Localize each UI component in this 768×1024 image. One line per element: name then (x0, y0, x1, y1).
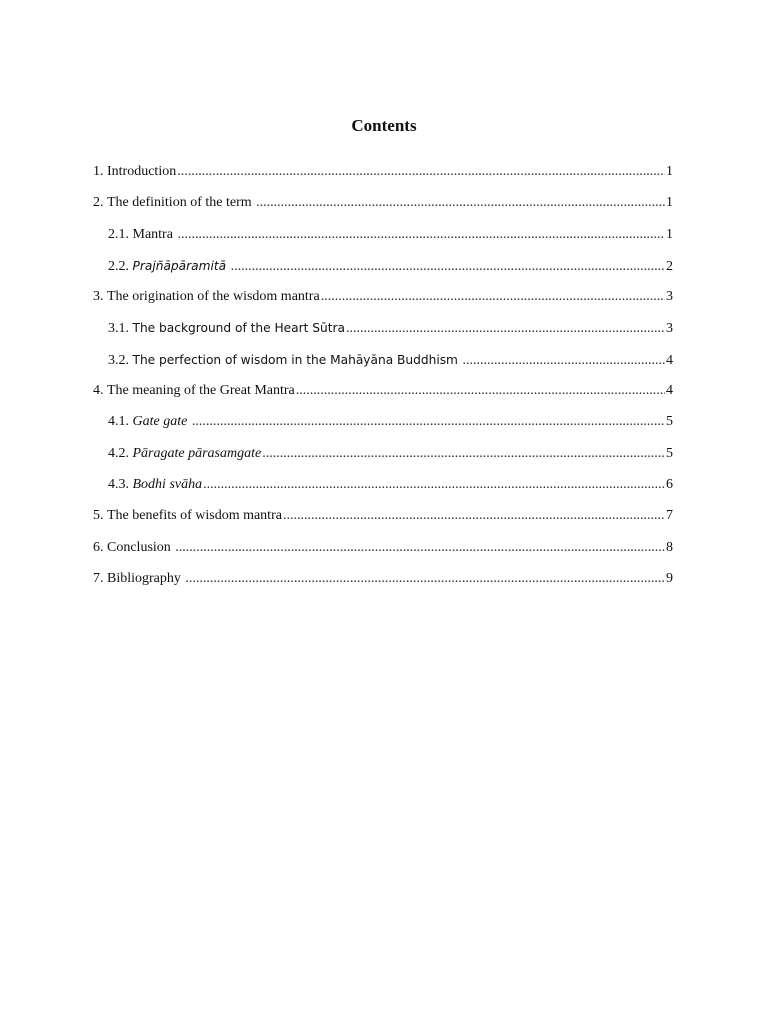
page-title: Contents (351, 116, 417, 135)
toc-entry-label: The meaning of the Great Mantra (107, 383, 295, 399)
toc-entry-number: 4. (93, 383, 104, 399)
toc-entry-number: 2. (93, 195, 104, 211)
toc-entry-number: 5. (93, 508, 104, 524)
dot-leader (175, 538, 665, 558)
toc-entry-origination[interactable] (93, 287, 673, 318)
toc-entry-page: 2 (666, 258, 673, 274)
toc-entry-number: 2.1. (108, 226, 129, 242)
toc-entry-number: 3. (93, 289, 104, 305)
toc-entry-heart-sutra-background[interactable] (93, 318, 673, 349)
dot-leader (177, 225, 665, 245)
toc-entry-mantra[interactable] (93, 225, 673, 256)
toc-entry-label: The perfection of wisdom in the Mahāyāna Buddhism (132, 352, 458, 367)
toc-entry-label: Introduction (107, 164, 177, 179)
toc-entry-number: 7. (93, 570, 104, 586)
toc-entry-number: 1. (93, 164, 104, 179)
toc-entry-label: Pāragate pārasamgate (132, 445, 262, 461)
toc-entry-page: 8 (666, 539, 673, 555)
dot-leader (256, 193, 665, 213)
toc-entry-paragate[interactable] (93, 444, 673, 475)
dot-leader (262, 444, 665, 464)
toc-entry-definition[interactable] (93, 193, 673, 224)
toc-entry-page: 1 (666, 164, 673, 179)
toc-entry-page: 6 (666, 476, 673, 492)
toc-entry-page: 5 (666, 445, 673, 461)
toc-entry-number: 4.3. (108, 476, 129, 492)
toc-entry-label: The background of the Heart Sūtra (132, 321, 346, 336)
toc-entry-page: 7 (666, 508, 673, 524)
toc-entry-label: Gate gate (132, 414, 188, 430)
toc-entry-page: 1 (666, 226, 673, 242)
toc-entry-number: 3.2. (108, 352, 129, 368)
toc-entry-label: Bodhi svāha (132, 476, 203, 492)
toc-entry-label: Bibliography (107, 570, 181, 586)
toc-entry-label: The origination of the wisdom mantra (107, 289, 320, 305)
dot-leader (185, 569, 665, 589)
dot-leader (192, 412, 665, 432)
toc-entry-page: 4 (666, 383, 673, 399)
toc-entry-page: 9 (666, 570, 673, 586)
toc-entry-bodhi-svaha[interactable] (93, 475, 673, 506)
dot-leader (177, 162, 665, 182)
toc-entry-number: 2.2. (108, 258, 129, 274)
toc-entry-number: 3.1. (108, 321, 129, 337)
toc-entry-perfection-of-wisdom[interactable] (93, 350, 673, 381)
toc-entry-number: 4.2. (108, 445, 129, 461)
dot-leader (296, 381, 665, 401)
toc-entry-page: 3 (666, 289, 673, 305)
toc-entry-number: 6. (93, 539, 104, 555)
toc-entry-benefits[interactable] (93, 506, 673, 537)
toc-entry-prajnaparamita[interactable] (93, 256, 673, 287)
dot-leader (462, 351, 665, 371)
toc-entry-label: The benefits of wisdom mantra (107, 508, 282, 524)
dot-leader (321, 287, 665, 307)
toc-entry-page: 4 (666, 352, 673, 368)
dot-leader (231, 257, 665, 277)
toc-entry-introduction[interactable] (93, 162, 673, 193)
toc-entry-number: 4.1. (108, 414, 129, 430)
dot-leader (203, 475, 665, 495)
toc-entry-bibliography[interactable] (93, 569, 673, 600)
toc-entry-label: Prajñāpāramitā (132, 258, 227, 273)
toc-entry-page: 1 (666, 195, 673, 211)
table-of-contents (93, 162, 673, 600)
toc-entry-page: 5 (666, 414, 673, 430)
toc-entry-gate-gate[interactable] (93, 412, 673, 443)
toc-entry-label: Mantra (132, 226, 173, 242)
toc-entry-label: The definition of the term (107, 195, 252, 211)
toc-entry-label: Conclusion (107, 539, 171, 555)
dot-leader (283, 506, 665, 526)
dot-leader (346, 319, 665, 339)
toc-entry-page: 3 (666, 321, 673, 337)
toc-entry-great-mantra[interactable] (93, 381, 673, 412)
toc-entry-conclusion[interactable] (93, 538, 673, 569)
